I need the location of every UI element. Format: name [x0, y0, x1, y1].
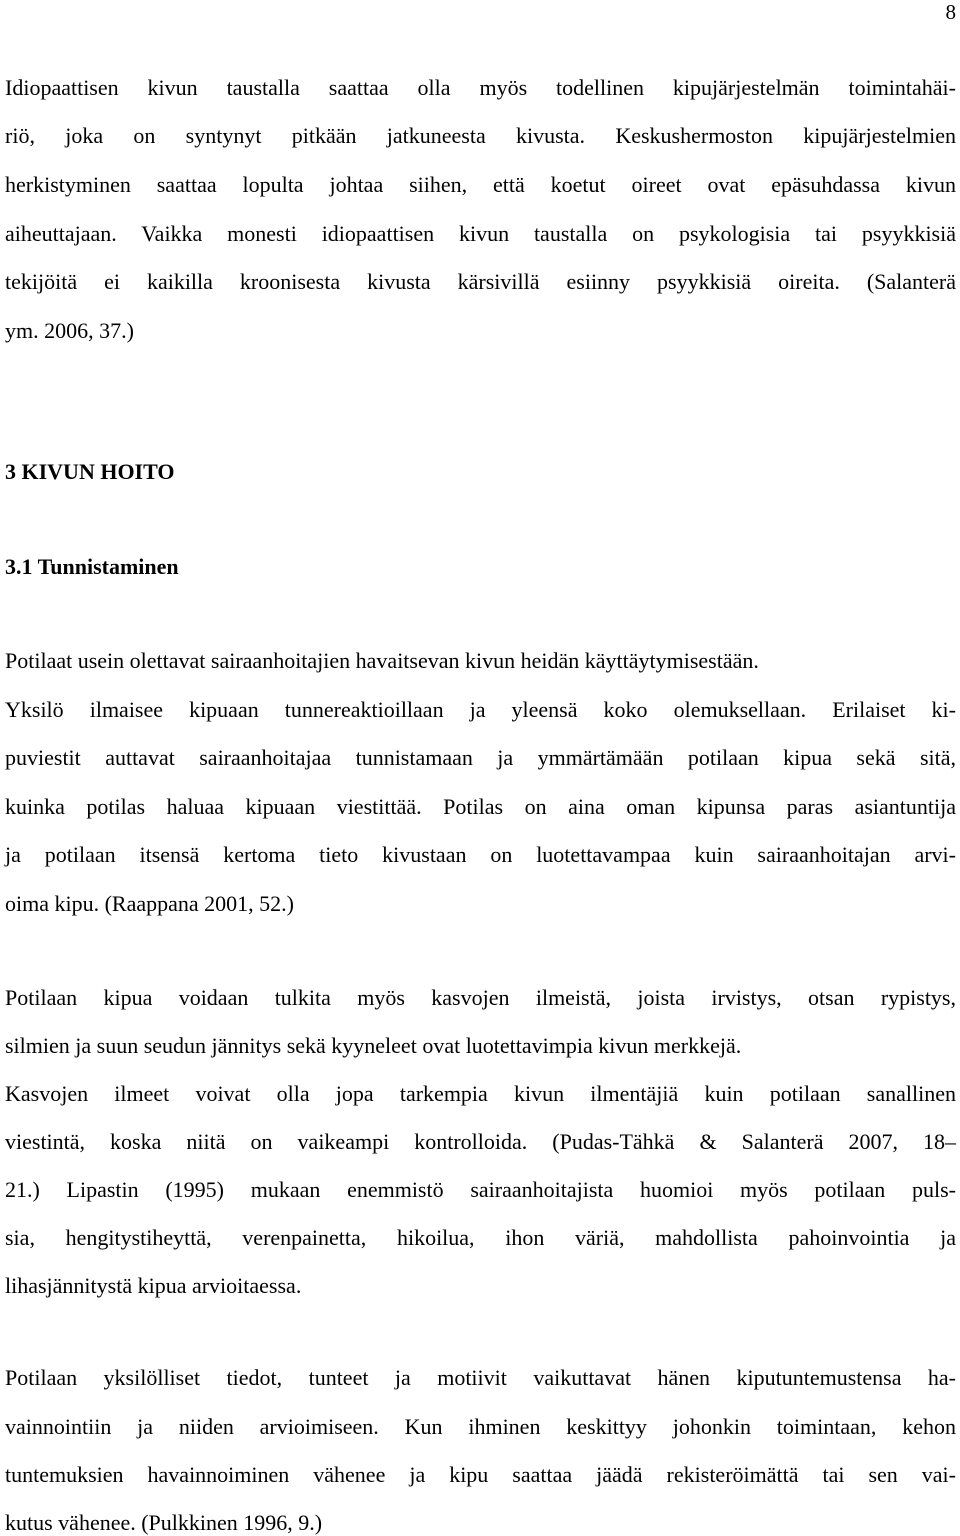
text-line: aiheuttajaan. Vaikka monesti idiopaattisen kivun taustalla on psykologisia tai psyykkisiä	[5, 221, 956, 246]
page-number: 8	[945, 0, 956, 24]
text-line: lihasjännitystä kipua arvioitaessa.	[5, 1273, 302, 1298]
text-line: tuntemuksien havainnoiminen vähenee ja kipu saattaa jäädä rekisteröimättä tai sen vai-	[5, 1462, 956, 1487]
text-line: tekijöitä ei kaikilla kroonisesta kivusta kärsivillä esiinny psyykkisiä oireita. (Salanterä	[5, 269, 956, 294]
text-line: ym. 2006, 37.)	[5, 318, 134, 343]
text-line: 21.) Lipastin (1995) mukaan enemmistö sairaanhoitajista huomioi myös potilaan puls-	[5, 1177, 956, 1202]
text-line: herkistyminen saattaa lopulta johtaa siihen, että koetut oireet ovat epäsuhdassa kivun	[5, 172, 956, 197]
text-line: viestintä, koska niitä on vaikeampi kontrolloida. (Pudas-Tähkä & Salanterä 2007, 18–	[5, 1129, 956, 1154]
text-line: Idiopaattisen kivun taustalla saattaa olla myös todellinen kipujärjestelmän toimintahäi-	[5, 75, 956, 100]
text-line: oima kipu. (Raappana 2001, 52.)	[5, 891, 294, 916]
text-line: Kasvojen ilmeet voivat olla jopa tarkempia kivun ilmentäjiä kuin potilaan sanallinen	[5, 1081, 956, 1106]
text-line: puviestit auttavat sairaanhoitajaa tunnistamaan ja ymmärtämään potilaan kipua sekä sitä,	[5, 745, 956, 770]
text-line: silmien ja suun seudun jännitys sekä kyyneleet ovat luotettavimpia kivun merkkejä.	[5, 1033, 742, 1058]
section-heading: 3.1 Tunnistaminen	[5, 554, 179, 579]
text-line: kutus vähenee. (Pulkkinen 1996, 9.)	[5, 1510, 323, 1535]
text-line: Potilaat usein olettavat sairaanhoitajien havaitsevan kivun heidän käyttäytymisestään.	[5, 648, 759, 673]
text-line: Potilaan kipua voidaan tulkita myös kasvojen ilmeistä, joista irvistys, otsan rypistys,	[5, 985, 956, 1010]
chapter-heading: 3 KIVUN HOITO	[5, 459, 175, 484]
text-line: Yksilö ilmaisee kipuaan tunnereaktioillaan ja yleensä koko olemuksellaan. Erilaiset ki-	[5, 697, 956, 722]
text-line: Potilaan yksilölliset tiedot, tunteet ja motiivit vaikuttavat hänen kiputuntemustensa ha-	[5, 1365, 956, 1390]
text-line: riö, joka on syntynyt pitkään jatkuneesta kivusta. Keskushermoston kipujärjestelmien	[5, 123, 956, 148]
text-line: kuinka potilas haluaa kipuaan viestittää. Potilas on aina oman kipunsa paras asiantuntija	[5, 794, 956, 819]
text-line: sia, hengitystiheyttä, verenpainetta, hikoilua, ihon väriä, mahdollista pahoinvointia ja	[5, 1225, 956, 1250]
text-line: vainnointiin ja niiden arvioimiseen. Kun ihminen keskittyy johonkin toimintaan, kehon	[5, 1414, 956, 1439]
text-line: ja potilaan itsensä kertoma tieto kivustaan on luotettavampaa kuin sairaanhoitajan arvi-	[5, 842, 956, 867]
